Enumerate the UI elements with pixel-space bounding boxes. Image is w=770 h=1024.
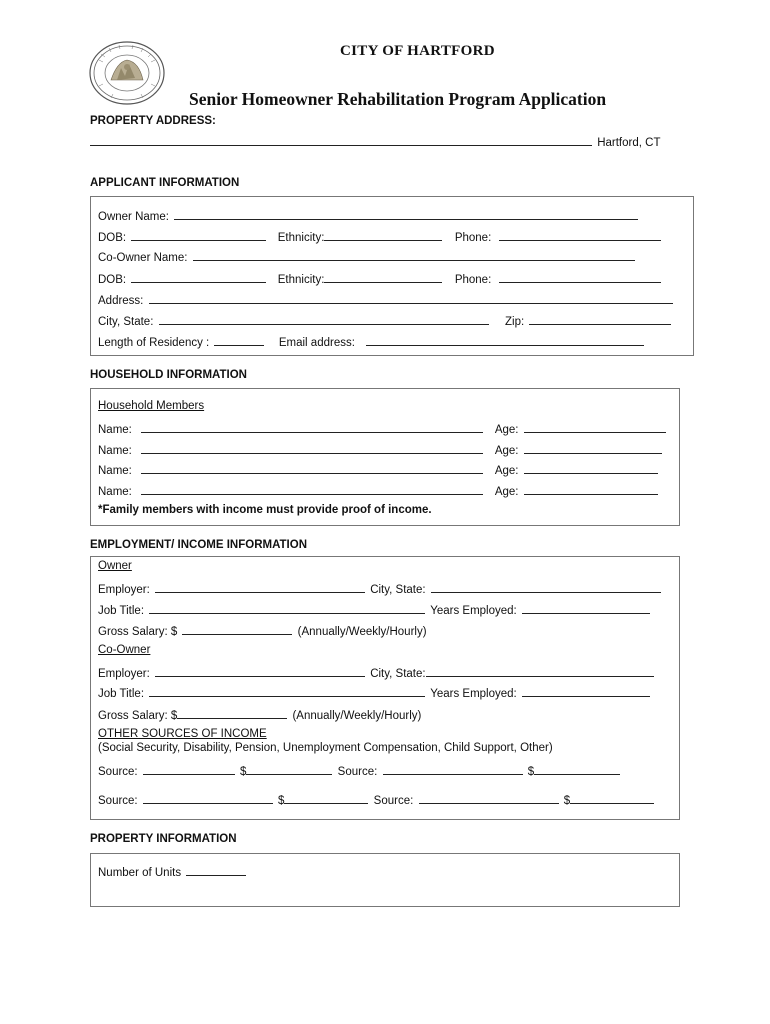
source-field[interactable] [383,763,523,775]
owner-years-field[interactable] [522,602,650,614]
form-title: Senior Homeowner Rehabilitation Program Application [189,89,607,109]
owner-employer-field[interactable] [155,581,365,593]
email-field[interactable] [366,334,644,346]
household-members-label: Household Members [98,400,205,412]
email-label: Email address: [278,337,355,349]
residency-label: Length of Residency : [98,337,210,349]
city-state-label: City, State: [98,316,154,328]
owner-employer-label: Employer: [98,584,150,596]
property-address-field[interactable] [90,134,592,146]
property-address-suffix: Hartford, CT [597,137,661,149]
source-amount-field[interactable] [570,792,654,804]
property-address-heading: PROPERTY ADDRESS: [90,115,216,127]
co-owner-job-title-field[interactable] [149,685,425,697]
owner-salary-label: Gross Salary: $ [98,626,178,638]
zip-field[interactable] [529,313,671,325]
source-field[interactable] [143,792,273,804]
member-age-field[interactable] [524,462,658,474]
member-age-label: Age: [494,465,519,477]
co-owner-salary-period: (Annually/Weekly/Hourly) [292,710,422,722]
member-age-label: Age: [494,486,519,498]
owner-dob-label: DOB: [98,232,127,244]
co-owner-job-title-label: Job Title: [98,688,145,700]
address-field[interactable] [149,292,673,304]
co-owner-employer-city-field[interactable] [426,665,654,677]
household-info-heading: HOUSEHOLD INFORMATION [90,369,247,381]
source-field[interactable] [143,763,235,775]
co-owner-subheading: Co-Owner [98,644,151,656]
co-owner-phone-label: Phone: [454,274,492,286]
source-dollar: $ [563,795,571,807]
income-proof-note: *Family members with income must provide proof of income. [98,504,432,516]
owner-subheading: Owner [98,560,132,572]
units-label: Number of Units [98,867,182,879]
co-owner-name-label: Co-Owner Name: [98,252,188,264]
city-name: CITY OF HARTFORD [340,43,495,59]
property-info-box [90,853,680,907]
member-age-field[interactable] [524,442,662,454]
other-sources-examples: (Social Security, Disability, Pension, Unemployment Compensation, Child Support, Other) [98,742,553,754]
source-field[interactable] [419,792,559,804]
co-owner-ethnicity-field[interactable] [324,271,442,283]
source-dollar: $ [240,766,247,778]
co-owner-employer-city-label: City, State: [370,668,426,680]
applicant-info-heading: APPLICANT INFORMATION [90,177,240,189]
owner-dob-field[interactable] [131,229,266,241]
city-state-field[interactable] [159,313,489,325]
member-name-field[interactable] [141,421,483,433]
owner-phone-label: Phone: [454,232,492,244]
member-age-label: Age: [494,445,519,457]
member-age-field[interactable] [524,483,658,495]
owner-salary-period: (Annually/Weekly/Hourly) [297,626,427,638]
co-owner-years-label: Years Employed: [430,688,517,700]
owner-name-field[interactable] [174,208,638,220]
co-owner-years-field[interactable] [522,685,650,697]
address-label: Address: [98,295,144,307]
other-sources-subheading: OTHER SOURCES OF INCOME [98,728,267,740]
owner-salary-field[interactable] [182,623,292,635]
residency-field[interactable] [214,334,264,346]
owner-years-label: Years Employed: [430,605,517,617]
owner-phone-field[interactable] [499,229,661,241]
co-owner-employer-label: Employer: [98,668,150,680]
owner-job-title-field[interactable] [149,602,425,614]
co-owner-ethnicity-label: Ethnicity: [277,274,325,286]
co-owner-salary-field[interactable] [177,707,287,719]
member-name-label: Name: [98,465,132,477]
property-info-heading: PROPERTY INFORMATION [90,833,237,845]
member-name-label: Name: [98,445,132,457]
source-amount-field[interactable] [534,763,620,775]
source-label: Source: [337,766,378,778]
member-name-field[interactable] [141,442,483,454]
source-dollar: $ [527,766,535,778]
owner-name-label: Owner Name: [98,211,169,223]
co-owner-dob-label: DOB: [98,274,127,286]
owner-ethnicity-label: Ethnicity: [277,232,325,244]
owner-job-title-label: Job Title: [98,605,145,617]
source-amount-field[interactable] [246,763,332,775]
source-amount-field[interactable] [284,792,368,804]
co-owner-dob-field[interactable] [131,271,266,283]
source-label: Source: [373,795,414,807]
units-field[interactable] [186,864,246,876]
employment-info-heading: EMPLOYMENT/ INCOME INFORMATION [90,539,308,551]
city-seal-logo [87,40,167,106]
member-age-label: Age: [494,424,519,436]
owner-ethnicity-field[interactable] [324,229,442,241]
source-dollar: $ [278,795,285,807]
co-owner-salary-label: Gross Salary: $ [98,710,178,722]
member-name-field[interactable] [141,462,483,474]
source-label: Source: [98,766,138,778]
member-age-field[interactable] [524,421,666,433]
member-name-label: Name: [98,424,132,436]
source-label: Source: [98,795,138,807]
member-name-label: Name: [98,486,132,498]
owner-employer-city-label: City, State: [370,584,426,596]
zip-label: Zip: [505,316,525,328]
member-name-field[interactable] [141,483,483,495]
co-owner-phone-field[interactable] [499,271,661,283]
owner-employer-city-field[interactable] [431,581,661,593]
co-owner-employer-field[interactable] [155,665,365,677]
co-owner-name-field[interactable] [193,249,635,261]
